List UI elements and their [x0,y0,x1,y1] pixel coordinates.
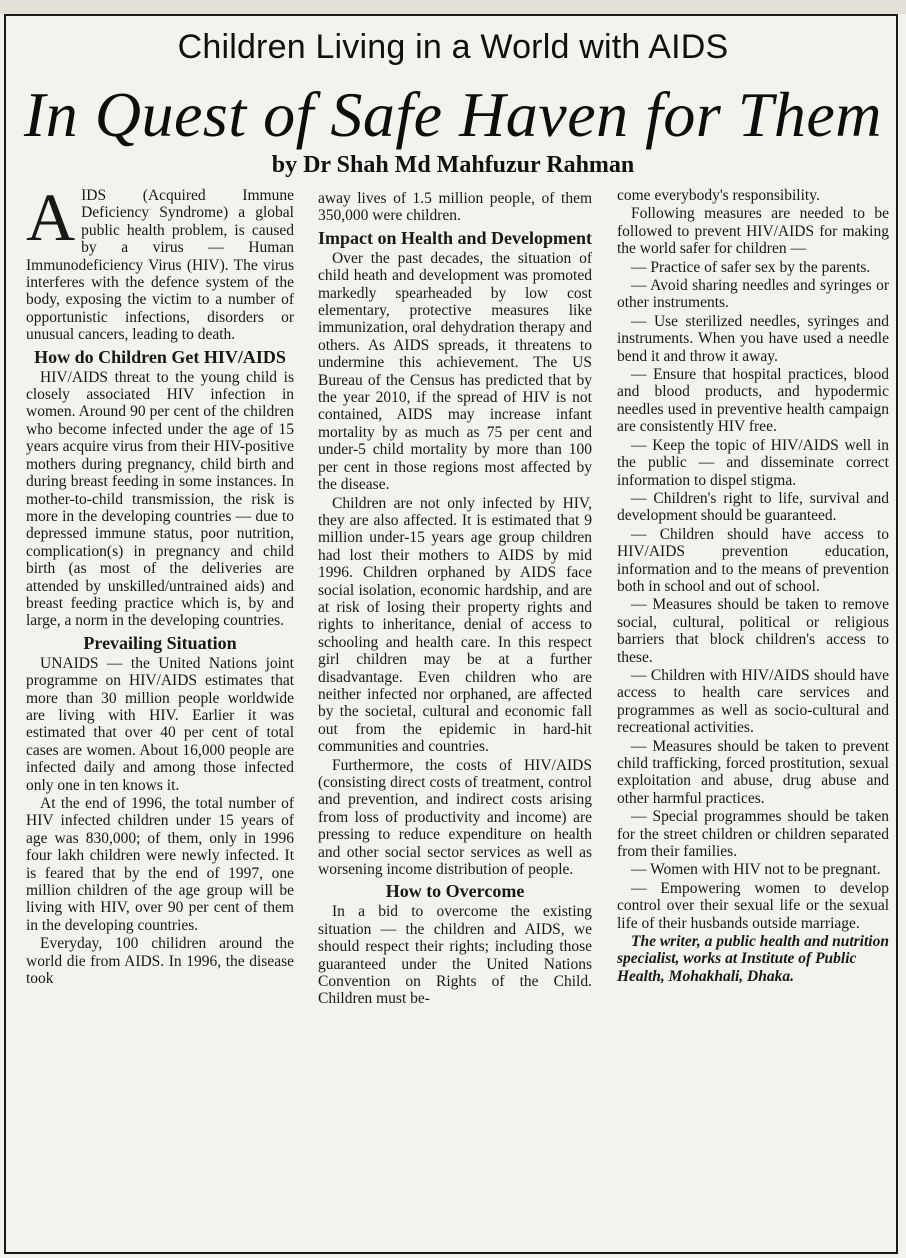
article-headline: In Quest of Safe Haven for Them [23,79,883,150]
measure-item: — Empowering women to develop control over their sexual life or the sexual life of their husbands outside marriage. [617,879,889,932]
measure-item: — Children should have access to HIV/AIDS prevention education, information and to the means of prevention both in school and out of school. [617,525,889,595]
subhead-prevailing-situation: Prevailing Situation [83,632,237,653]
cropped-page-edge [0,0,906,14]
measure-item: — Avoid sharing needles and syringes or other instruments. [617,277,889,312]
subhead-how-to-overcome: How to Overcome [385,881,525,902]
paragraph: away lives of 1.5 million people, of them 350,000 were children. [318,190,592,225]
column-3 [617,187,889,1237]
measure-item: — Women with HIV not to be pregnant. [631,861,881,879]
column-1 [26,187,294,1237]
article-kicker: Children Living in a World with AIDS [177,28,729,66]
paragraph: At the end of 1996, the total number of HIV infected children under 15 years of age was 830,000; of them, only in 1996 four lakh children were newly infected. It is feared that by the end of 1997, one million children of the age group will be living with HIV, over 90 per cent of them in the developing countries. [26,795,294,934]
measure-item: — Children with HIV/AIDS should have access to health care services and programmes as well as socio-cultural and recreational activities. [617,666,889,737]
column-2 [318,190,592,1240]
author-credit: The writer, a public health and nutrition specialist, works at Institute of Public Health, Mohakhali, Dhaka. [617,933,889,985]
drop-cap: A [26,187,76,255]
measure-item: — Measures should be taken to prevent child trafficking, forced prostitution, sexual exploitation and abuse, drug abuse and other harmful practices. [617,737,889,807]
measure-item: — Practice of safer sex by the parents. [631,258,871,276]
paragraph: Children are not only infected by HIV, they are also affected. It is estimated that 9 million under-15 years age group children had lost their mothers to AIDS by mid 1996. Children orphaned by AIDS face social isolation, economic hardship, and are at risk of losing their property rights and rights to inheritance, denial of access to schooling and health care. In this respect girl children may be at a further disadvantage. Even children who are neither infected nor orphaned, are affected by the societal, cultural and economic fall out from the epidemic in hard-hit communities and countries. [318,494,592,756]
measure-item: — Measures should be taken to remove social, cultural, political or religious barriers that block children's access to these. [617,596,889,666]
measure-item: — Ensure that hospital practices, blood and blood products, and hypodermic needles used in preventive health campaign are consistently HIV free. [617,366,889,436]
paragraph: Following measures are needed to be followed to prevent HIV/AIDS for making the world safer for children — [617,205,889,258]
subhead-how-children-get: How do Children Get HIV/AIDS [34,346,286,367]
subhead-impact-on-health: Impact on Health and Development [318,227,592,248]
intro-paragraph [26,187,294,344]
paragraph: Everyday, 100 chilidren around the world die from AIDS. In 1996, the disease took [26,935,294,988]
article-byline: by Dr Shah Md Mahfuzur Rahman [271,152,635,178]
paragraph: UNAIDS — the United Nations joint programme on HIV/AIDS estimates that more than 30 million people worldwide are living with HIV. Earlier it was estimated that over 40 per cent of total cases are women. About 16,000 people are infected daily and among those infected only one in ten knows it. [26,654,294,794]
measure-item: — Children's right to life, survival and development should be guaranteed. [617,489,889,525]
paragraph: Furthermore, the costs of HIV/AIDS (consisting direct costs of treatment, control and prevention, and indirect costs arising from loss of productivity and income) are pressing to reduce expenditure on health and other social sector services as well as worsening income distribution of people. [318,756,592,879]
paragraph: In a bid to overcome the existing situation — the children and AIDS, we should respect their rights; including those guaranteed under the United Nations Convention on Rights of the Child. Children must be- [318,903,592,1008]
intro-text: IDS (Acquired Immune Deficiency Syndrome) a global public health problem, is caused by a virus — Human Immunodeficiency Virus (HIV). The virus interferes with the defence system of the body, exposing the victim to a number of opportunistic infections, disorders or unusual cancers, leading to death. [26,187,294,344]
paragraph: come everybody's responsibility. [617,187,820,204]
measure-item: — Special programmes should be taken for the street children or children separated from their families. [617,808,889,861]
paragraph: Over the past decades, the situation of child heath and development was promoted markedly spearheaded by low cost elementary, protective measures like immunization, oral dehydration therapy and others. As AIDS spreads, it threatens to undermine this achievement. The US Bureau of the Census has predicted that by the year 2010, if the spread of HIV is not contained, AIDS may increase infant mortality by as much as 75 per cent and under-5 child mortality by more than 100 per cent in those regions most affected by the disease. [318,249,592,494]
measure-item: — Keep the topic of HIV/AIDS well in the public — and disseminate correct information to dispel stigma. [617,436,889,489]
measure-item: — Use sterilized needles, syringes and instruments. When you have used a needle bend it and throw it away. [617,312,889,365]
paragraph: HIV/AIDS threat to the young child is closely associated HIV infection in women. Around 90 per cent of the children who become infected under the age of 15 years acquire virus from their HIV-positive mothers during pregnancy, child birth and during breast feeding in some instances. In mother-to-child transmission, the risk is more in the developing countries — due to depressed immune status, poor nutrition, complication(s) in pregnancy and child birth (as most of the deliveries are attended by unskilled/untrained aids) and breast feeding practice which is, by and large, a norm in the developing countries. [26,368,294,630]
